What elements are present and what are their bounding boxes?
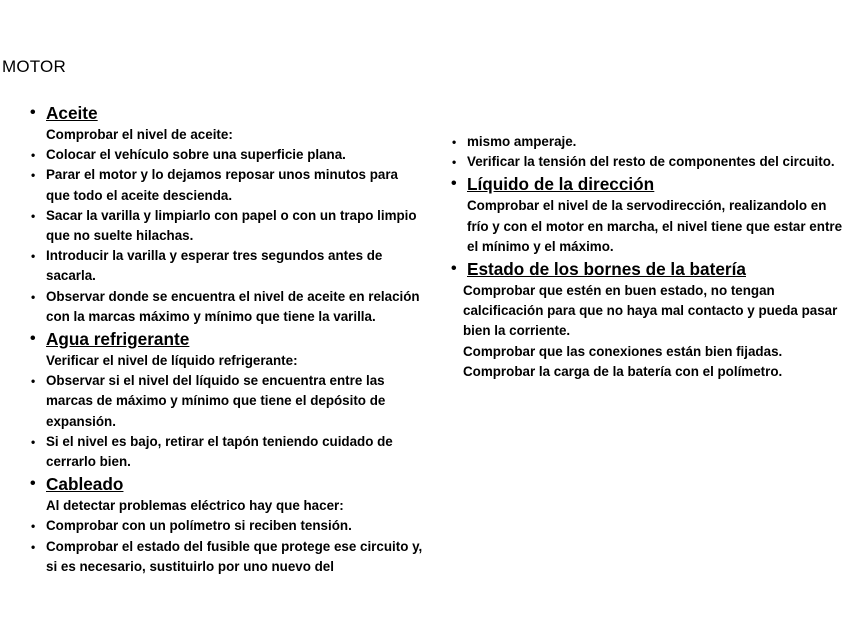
list-item: • Introducir la varilla y esperar tres segundos antes de sacarla. <box>30 246 425 286</box>
section-intro: Comprobar el nivel de la servodirección, realizandolo en frío y con el motor en marcha, el nivel tiene que estar entre el mínimo y el máximo. <box>467 198 843 254</box>
bullet-list <box>30 145 425 327</box>
list-item: • Comprobar el estado del fusible que protege ese circuito y, si es necesario, sustituirlo por uno nuevo del <box>30 537 425 577</box>
section-intro: Al detectar problemas eléctrico hay que hacer: <box>46 498 344 514</box>
left-column <box>30 101 425 577</box>
section-agua-refrigerante <box>30 327 425 472</box>
section-intro: Comprobar el nivel de aceite: <box>46 127 233 142</box>
section-aceite <box>30 101 425 327</box>
section-heading-cableado <box>30 472 425 496</box>
section-heading-agua <box>30 327 425 351</box>
paragraph-line: Comprobar que las conexiones están bien fijadas. <box>463 343 783 359</box>
section-intro: Verificar el nivel de líquido refrigerante: <box>46 353 298 369</box>
right-column <box>451 132 846 382</box>
section-heading-bornes <box>451 257 846 281</box>
paragraph-line: Comprobar que estén en buen estado, no tengan calcificación para que no haya mal contacto y pueda pasar bien la corriente. <box>463 283 838 339</box>
list-item: • Comprobar con un polímetro si reciben tensión. <box>30 516 425 536</box>
list-item: • Observar donde se encuentra el nivel de aceite en relación con la marcas máximo y mínimo que tiene la varilla. <box>30 287 425 327</box>
list-item: • Colocar el vehículo sobre una superficie plana. <box>30 145 425 165</box>
heading-text: Líquido de la dirección <box>467 174 655 195</box>
list-item: • Observar si el nivel del líquido se encuentra entre las marcas de máximo y mínimo que tiene el depósito de expansión. <box>30 371 425 432</box>
section-bornes-bateria <box>451 257 846 382</box>
heading-text: Aceite <box>46 103 98 123</box>
section-heading-direccion <box>451 172 846 196</box>
heading-text: Cableado <box>46 474 124 495</box>
list-item: • Si el nivel es bajo, retirar el tapón teniendo cuidado de cerrarlo bien. <box>30 432 425 472</box>
page-title: MOTOR <box>2 57 66 76</box>
list-item: • Parar el motor y lo dejamos reposar unos minutos para que todo el aceite descienda. <box>30 165 425 205</box>
heading-text: Agua refrigerante <box>46 329 190 350</box>
bullet-list <box>30 371 425 472</box>
paragraph-line: Comprobar la carga de la batería con el polímetro. <box>463 363 783 379</box>
heading-text: Estado de los bornes de la batería <box>467 259 746 280</box>
list-item: • Verificar la tensión del resto de componentes del circuito. <box>451 152 846 172</box>
continued-bullet-list <box>451 132 846 172</box>
list-item: • Sacar la varilla y limpiarlo con papel o con un trapo limpio que no suelte hilachas. <box>30 206 425 246</box>
section-liquido-direccion <box>451 172 846 257</box>
bullet-list <box>30 516 425 577</box>
list-item: • mismo amperaje. <box>451 132 846 152</box>
section-heading-aceite <box>30 101 425 125</box>
section-cableado <box>30 472 425 577</box>
